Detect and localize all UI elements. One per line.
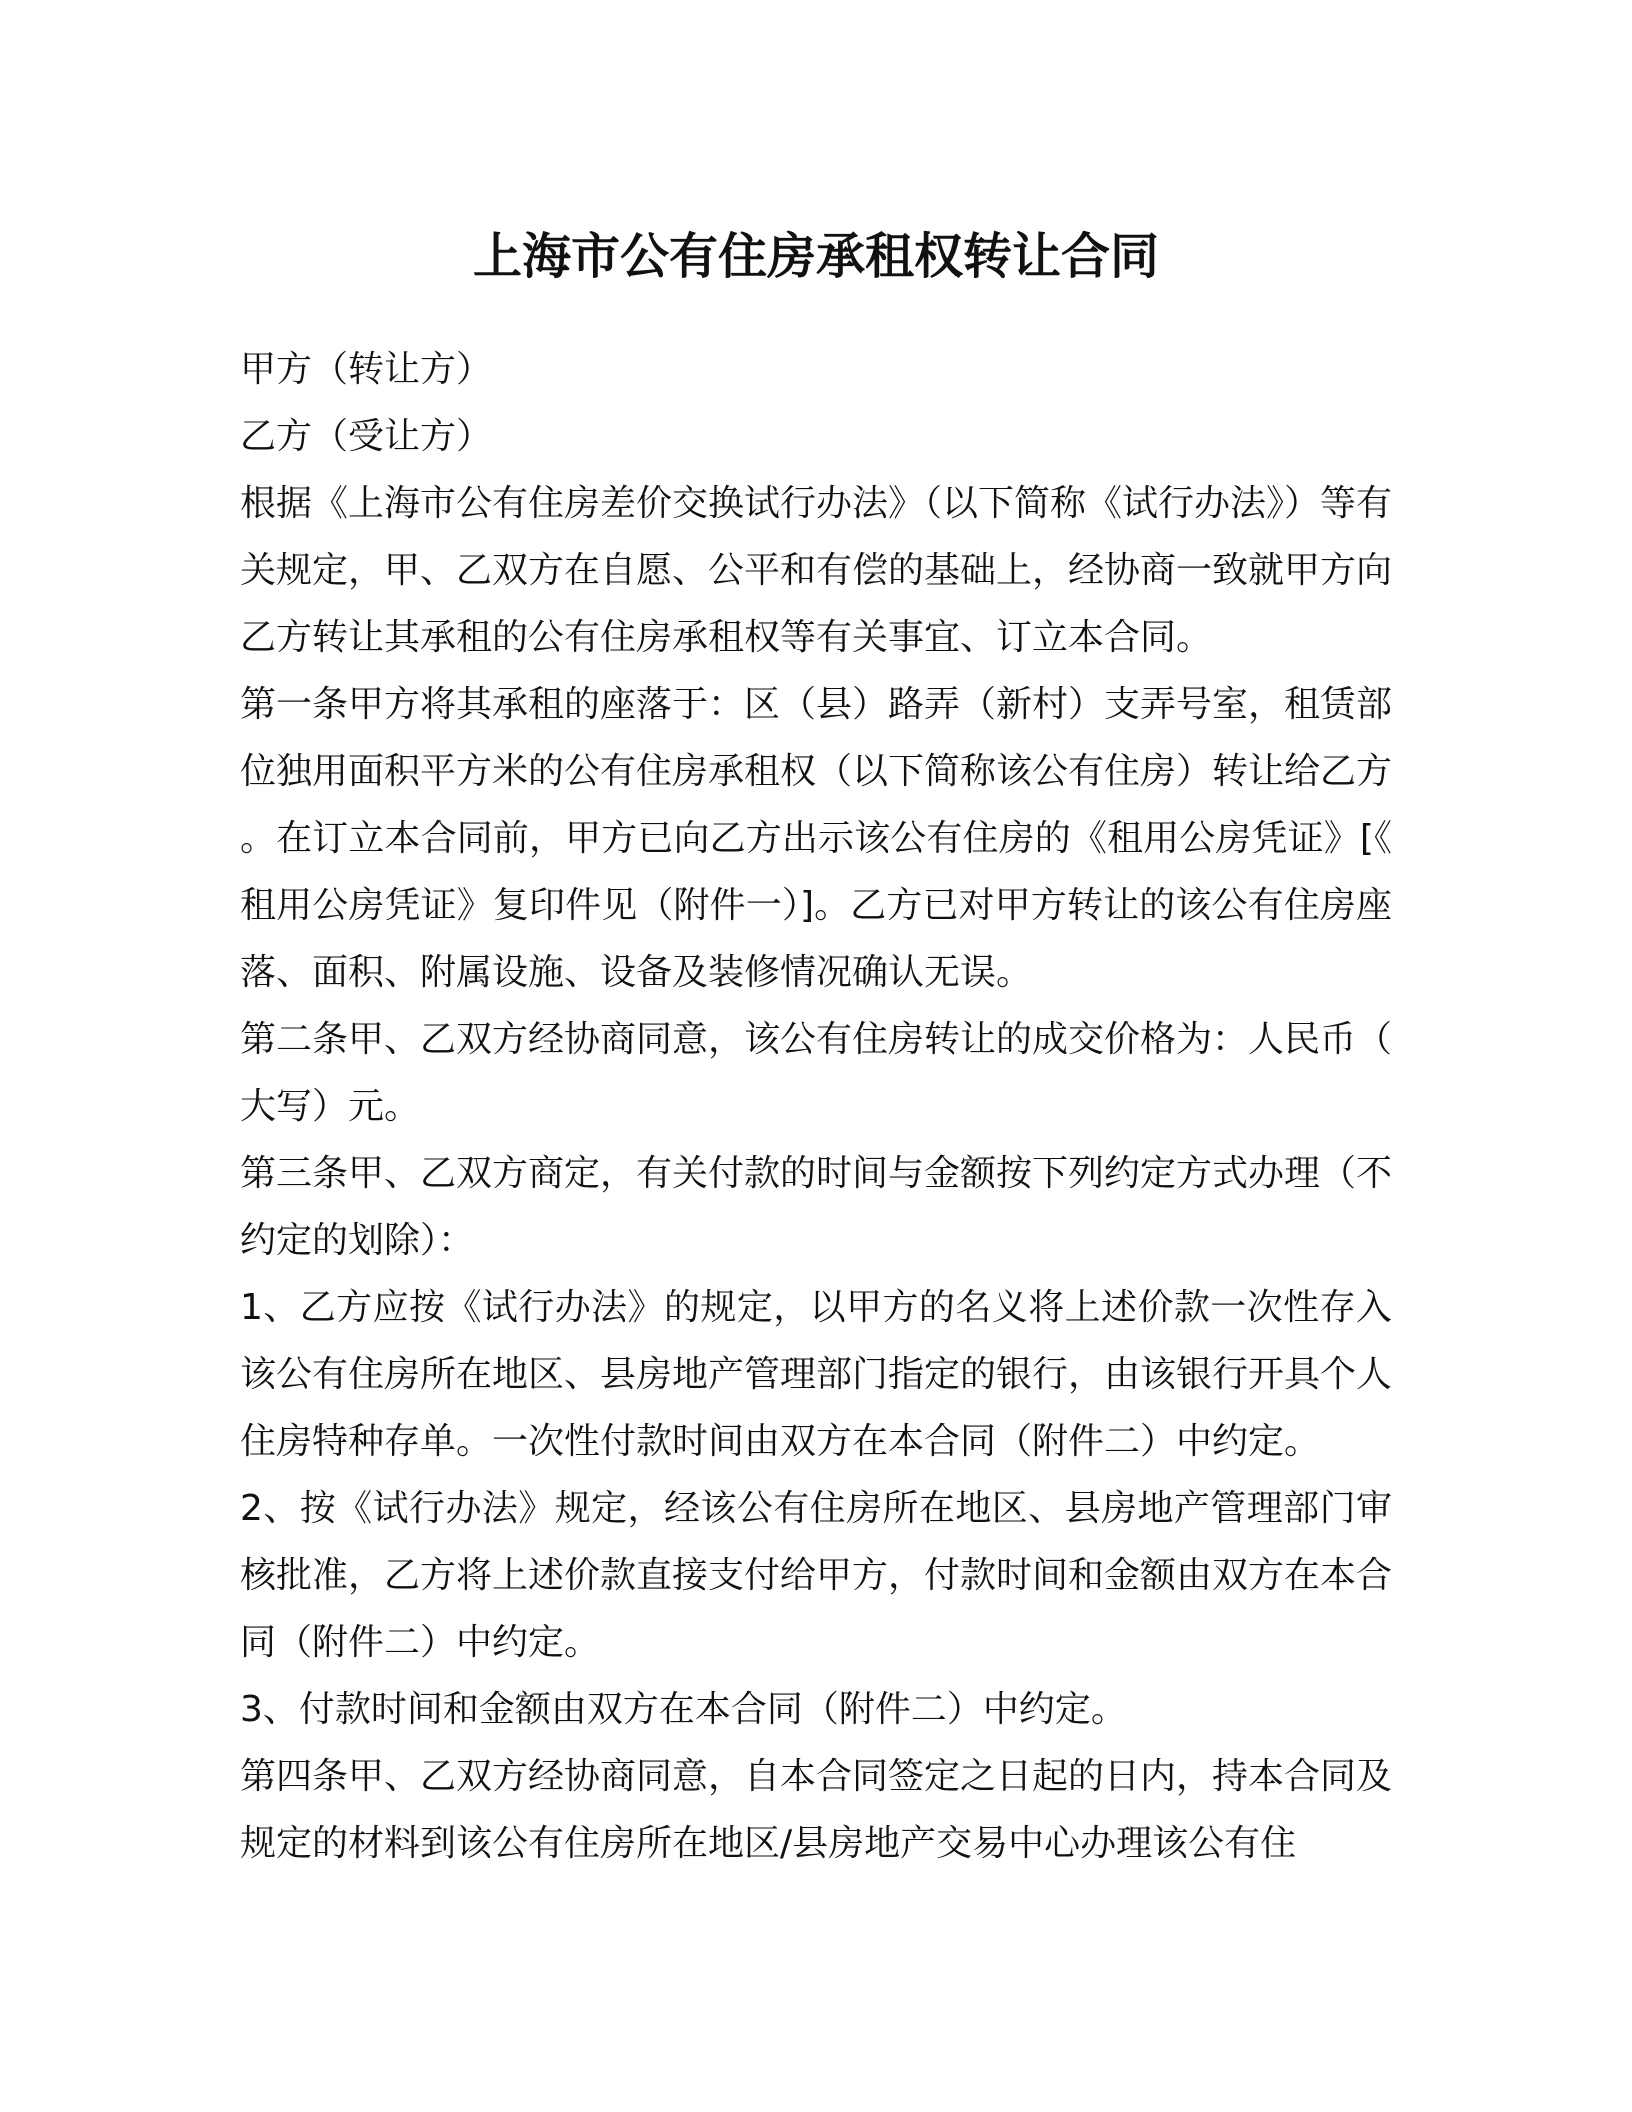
document-title: 上海市公有住房承租权转让合同 bbox=[472, 227, 1159, 285]
article-4-paragraph: 第四条甲、乙双方经协商同意，自本合同签定之日起的日内，持本合同及规定的材料到该公有住房所在地区/县房地产交易中心办理该公有住 bbox=[240, 1756, 1393, 1864]
preamble-paragraph: 根据《上海市公有住房差价交换试行办法》（以下简称《试行办法》）等有关规定，甲、乙双方在自愿、公平和有偿的基础上，经协商一致就甲方向乙方转让其承租的公有住房承租权等有关事宜、订立本合同。 bbox=[240, 483, 1393, 658]
article-3-item-1: 1、乙方应按《试行办法》的规定，以甲方的名义将上述价款一次性存入该公有住房所在地区、县房地产管理部门指定的银行，由该银行开具个人住房特种存单。一次性付款时间由双方在本合同（附件二）中约定。 bbox=[240, 1287, 1393, 1462]
article-3-paragraph: 第三条甲、乙双方商定，有关付款的时间与金额按下列约定方式办理（不约定的划除）： bbox=[240, 1153, 1393, 1261]
article-2-paragraph: 第二条甲、乙双方经协商同意，该公有住房转让的成交价格为：人民币（大写）元。 bbox=[240, 1019, 1393, 1127]
article-3-item-2: 2、按《试行办法》规定，经该公有住房所在地区、县房地产管理部门审核批准，乙方将上述价款直接支付给甲方，付款时间和金额由双方在本合同（附件二）中约定。 bbox=[240, 1488, 1393, 1663]
party-b-line: 乙方（受让方） bbox=[240, 416, 493, 457]
article-3-item-3: 3、付款时间和金额由双方在本合同（附件二）中约定。 bbox=[240, 1689, 1127, 1730]
party-a-line: 甲方（转让方） bbox=[240, 349, 493, 390]
article-1-paragraph: 第一条甲方将其承租的座落于：区（县）路弄（新村）支弄号室，租赁部位独用面积平方米的公有住房承租权（以下简称该公有住房）转让给乙方。在订立本合同前，甲方已向乙方出示该公有住房的《租用公房凭证》[《租用公房凭证》复印件见（附件一）]。乙方已对甲方转让的该公有住房座落、面积、附属设施、设备及装修情况确认无误。 bbox=[240, 684, 1393, 993]
document-body bbox=[240, 336, 1392, 1877]
